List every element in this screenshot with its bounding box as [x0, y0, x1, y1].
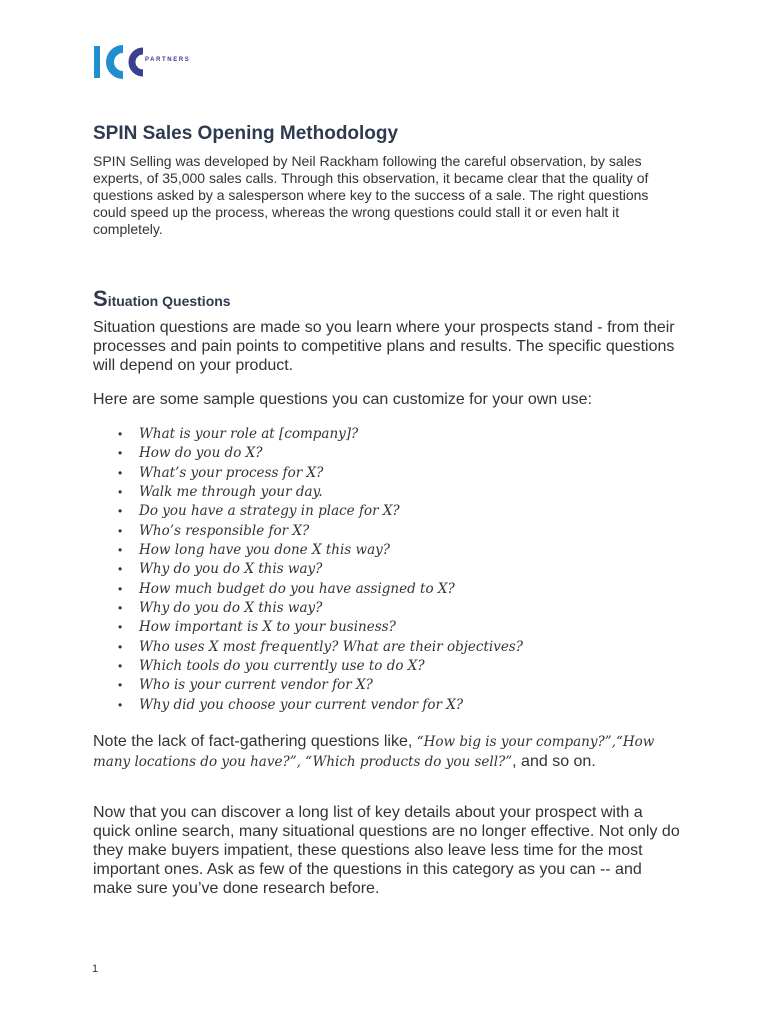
note-prefix: Note the lack of fact-gathering questions like, — [93, 733, 417, 750]
bullet-icon: • — [118, 446, 123, 461]
list-item: • Who’s responsible for X? — [118, 522, 310, 539]
bullet-icon: • — [118, 504, 123, 519]
list-item: • How long have you done X this way? — [118, 541, 390, 558]
bullet-icon: • — [118, 427, 123, 441]
company-logo — [93, 43, 191, 81]
intro-paragraph: SPIN Selling was developed by Neil Rackham following the careful observation, by sales experts, of 35,000 sales calls. Through this observation, it became clear that the quality of questions asked by a salesperson where key to the success of a sale. The right questions could speed up the process, whereas the wrong questions could stall it or even halt it completely. — [93, 153, 649, 237]
bullet-icon: • — [118, 484, 123, 499]
list-item: • How much budget do you have assigned to X? — [118, 580, 455, 597]
bullet-icon: • — [118, 639, 123, 654]
bullet-icon: • — [118, 678, 123, 693]
note-suffix: , and so on. — [512, 753, 596, 770]
list-item: • How important is X to your business? — [118, 619, 396, 636]
section-heading — [93, 285, 231, 313]
list-item: • What is your role at [company]? — [118, 426, 359, 442]
bullet-icon: • — [118, 542, 123, 557]
bullet-icon: • — [118, 658, 123, 673]
list-item: • Who is your current vendor for X? — [118, 677, 373, 694]
section-heading-cap: S — [93, 286, 108, 311]
bullet-icon: • — [118, 523, 123, 538]
situational-questions-advice: Now that you can discover a long list of key details about your prospect with a quick online search, many situational questions are no longer effective. Not only do they make buyers impatient, these questions also leave less time for the most important ones. Ask as few of the questions in this category as you can -- and make sure you’ve done research before. — [93, 804, 680, 897]
logo-mark — [93, 43, 153, 81]
list-item: • Which tools do you currently use to do X? — [118, 657, 425, 674]
list-item: • Walk me through your day. — [118, 483, 323, 500]
list-item: • Who uses X most frequently? What are their objectives? — [118, 638, 523, 655]
situation-description: Situation questions are made so you learn where your prospects stand - from their processes and pain points to competitive plans and results. The specific questions will depend on your product. — [93, 319, 675, 374]
bullet-icon: • — [118, 697, 123, 712]
bullet-icon: • — [118, 562, 123, 577]
list-item: • How do you do X? — [118, 445, 263, 462]
bullet-icon: • — [118, 600, 123, 615]
sample-questions-list — [118, 425, 523, 715]
list-item: • Why did you choose your current vendor for X? — [118, 696, 464, 713]
fact-gathering-note — [93, 732, 683, 772]
logo-wordmark: PARTNERS — [145, 57, 191, 63]
bullet-icon: • — [118, 620, 123, 635]
sample-questions-intro: Here are some sample questions you can customize for your own use: — [93, 391, 592, 408]
section-heading-rest: ituation Questions — [107, 293, 231, 309]
page-number: 1 — [92, 963, 99, 975]
list-item: • Why do you do X this way? — [118, 561, 323, 578]
list-item: • Why do you do X this way? — [118, 599, 323, 616]
list-item: • Do you have a strategy in place for X? — [118, 503, 400, 520]
bullet-icon: • — [118, 581, 123, 596]
page-title: SPIN Sales Opening Methodology — [93, 123, 399, 144]
bullet-icon: • — [118, 465, 123, 480]
note-examples: “How big is your company?”,“How many locations do you have?”, “Which products do you sell?” — [93, 734, 655, 770]
list-item: • What’s your process for X? — [118, 464, 324, 481]
